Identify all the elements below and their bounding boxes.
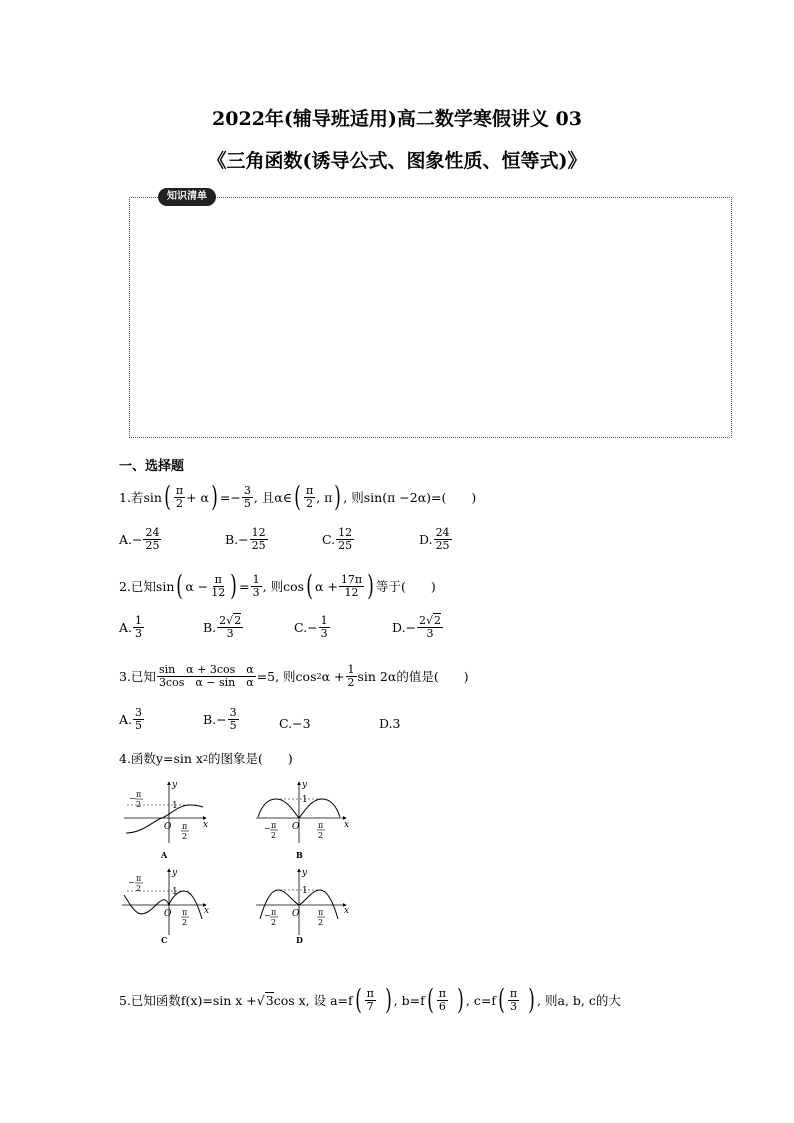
q2-eq: = [239, 578, 250, 594]
graph-c-y-label: y [172, 868, 178, 878]
q3-alpha-plus: α + [321, 668, 345, 684]
q1-eq: =− [219, 489, 241, 505]
graph-d-y-label: y [302, 868, 308, 878]
graph-d-minus: − [264, 911, 271, 920]
graph-b-label: B [296, 850, 303, 860]
q1-lparen: ( [164, 480, 171, 513]
q1-and: , 且α∈ [253, 490, 293, 505]
q3-big-frac: $\frac{\text{sin α + 3cos α}}{\text{3cos α − sin α}}$ [158, 663, 254, 689]
graph-c-x-label: x [204, 906, 210, 916]
q1-option-a[interactable]: A.− $\frac{24}{25}$ [119, 526, 160, 552]
q2-alpha-plus: α + [314, 578, 338, 594]
graph-b-x-label: x [344, 820, 350, 830]
graph-c-pos-pi: π [182, 908, 188, 917]
q5-c: , c=f [465, 992, 496, 1008]
q1-option-d[interactable]: D. $\frac{24}{25}$ [419, 526, 450, 552]
q1-comma-pi: , π [316, 489, 333, 505]
q1-plus-alpha: + α [186, 489, 209, 505]
graph-b-pos-pi: π [318, 821, 324, 830]
q4-stem-pre: 4.函数y=sin x [119, 751, 203, 766]
q1-rparen: ) [211, 480, 218, 513]
q2-frac-pi-12: $\frac{\pi}{12}$ [211, 572, 226, 599]
q1-rparen2: ) [334, 480, 342, 513]
graph-c-neg-pi: π [136, 874, 142, 883]
q2-rparen2: ) [367, 569, 374, 602]
q3-eq: =5, 则cos [256, 669, 317, 685]
q2-tail: 等于( ) [376, 579, 436, 594]
q3-option-c[interactable]: C.−3 [279, 716, 311, 732]
graph-b-minus: − [264, 824, 271, 833]
graph-a-neg-pi: π [136, 790, 142, 799]
q5-rparen-c: ) [528, 983, 535, 1016]
q2-option-c[interactable]: C.− $\frac{1}{3}$ [294, 614, 328, 640]
graph-b-neg-pi: π [271, 821, 277, 830]
graph-d-label: D [296, 935, 303, 945]
q1-option-c[interactable]: C. $\frac{12}{25}$ [322, 526, 353, 552]
q3-square: 2 [316, 671, 322, 681]
question-5 [119, 983, 621, 1016]
question-4 [119, 749, 293, 767]
q1-lparen2: ( [294, 480, 301, 513]
q5-lparen-b: ( [426, 983, 434, 1016]
graph-b-origin: O [292, 822, 300, 832]
q1-options [119, 527, 453, 551]
q1-frac-pi-2: $\frac{\pi}{2}$ [175, 483, 184, 510]
graph-d-neg-two: 2 [271, 918, 277, 927]
q1-then: , 则sin(π −2α)=( ) [343, 490, 477, 505]
graph-panel-a[interactable] [124, 780, 208, 860]
q3-frac-1-2: $\frac{1}{2}$ [347, 663, 355, 689]
q5-frac-pi-3: $\frac{\pi}{3}$ [509, 986, 518, 1013]
q5-frac-pi-6: $\frac{\pi}{6}$ [438, 986, 446, 1013]
q4-graphs [118, 775, 368, 955]
q1-frac-pi-2b: $\frac{\pi}{2}$ [305, 483, 314, 510]
q2-lparen2: ( [306, 569, 313, 602]
q2-option-b[interactable]: B. $\frac{2√2}{3}$ [203, 614, 242, 640]
graph-a-x-label: x [203, 820, 209, 830]
graph-c-label: C [161, 935, 168, 945]
graph-b-pos-two: 2 [318, 831, 324, 840]
q5-pre: 5.已知函数f(x)=sin x + [119, 993, 257, 1008]
q3-option-b[interactable]: B.− $\frac{3}{5}$ [203, 706, 237, 732]
q2-option-a[interactable]: A. $\frac{1}{3}$ [119, 614, 143, 640]
q3-prefix: 3.已知 [119, 669, 156, 685]
graph-a-minus: − [129, 794, 136, 803]
knowledge-tag: 知识清单 [158, 188, 216, 206]
knowledge-box [129, 197, 732, 438]
graph-d-one: 1 [302, 886, 308, 896]
q5-lparen-c: ( [498, 983, 505, 1016]
q1-prefix: 1.若 [119, 490, 144, 505]
graph-a-pos-two: 2 [182, 832, 188, 841]
title-line-2: 《三角函数(诱导公式、图象性质、恒等式)》 [207, 150, 587, 172]
graph-d-neg-pi: π [271, 908, 277, 917]
q2-prefix: 2.已知sin [119, 579, 175, 594]
section-heading: 一、选择题 [119, 459, 185, 474]
q2-option-d[interactable]: D.− $\frac{2√2}{3}$ [392, 614, 442, 640]
q5-sqrt: √3 [256, 992, 274, 1008]
graph-b-neg-two: 2 [271, 831, 277, 840]
graph-a-label: A [161, 850, 168, 860]
graph-d-pos-pi: π [318, 908, 324, 917]
graph-c-minus: − [128, 878, 135, 887]
q2-options [119, 615, 444, 639]
graph-d-x-label: x [344, 906, 350, 916]
question-3 [119, 664, 469, 688]
q5-rparen-a: ) [384, 983, 392, 1016]
q2-rparen: ) [230, 569, 237, 602]
q3-tail: sin 2α的值是( ) [357, 669, 469, 685]
q2-then-cos: , 则cos [262, 579, 305, 594]
question-2 [119, 569, 436, 602]
graph-d-origin: O [292, 909, 300, 919]
q4-square: 2 [202, 753, 209, 763]
graph-c-origin: O [164, 909, 172, 919]
graph-a-y-label: y [172, 780, 178, 790]
q3-option-a[interactable]: A. $\frac{3}{5}$ [119, 706, 143, 732]
q5-frac-pi-7: $\frac{\pi}{7}$ [366, 986, 374, 1013]
q2-frac-17pi-12: $\frac{17\pi}{12}$ [340, 572, 363, 599]
title-line-1: 2022年(辅导班适用)高二数学寒假讲义 03 [212, 108, 582, 130]
graph-a-origin: O [164, 822, 172, 832]
q5-mid: cos x, 设 a=f [273, 993, 353, 1008]
question-1 [119, 480, 477, 513]
q5-rparen-b: ) [457, 983, 464, 1016]
q1-sin: sin [143, 489, 162, 505]
q1-option-b[interactable]: B.− $\frac{12}{25}$ [225, 526, 266, 552]
graph-b-one: 1 [302, 795, 308, 805]
graph-c-one: 1 [172, 887, 178, 897]
graph-a-neg-two: 2 [136, 800, 142, 809]
graph-a-pos-pi: π [182, 822, 188, 831]
graph-c-pos-two: 2 [182, 918, 188, 927]
graph-c-neg-two: 2 [136, 884, 142, 893]
q5-tail: , 则a, b, c的大 [537, 993, 621, 1008]
graph-panel-d[interactable] [256, 868, 349, 945]
graph-a-one: 1 [172, 801, 178, 811]
graph-panel-c[interactable] [122, 868, 209, 945]
q2-alpha-minus: α − [185, 578, 209, 594]
q2-lparen: ( [176, 569, 184, 602]
q2-frac-1-3: $\frac{1}{3}$ [252, 572, 260, 599]
q4-stem-post: 的图象是( ) [208, 751, 293, 766]
graph-b-y-label: y [302, 780, 308, 790]
q5-b: , b=f [393, 992, 425, 1008]
q5-lparen-a: ( [354, 983, 362, 1016]
q3-options [119, 707, 401, 731]
graph-d-pos-two: 2 [318, 918, 324, 927]
q3-option-d[interactable]: D.3 [379, 716, 401, 732]
graph-panel-b[interactable] [256, 780, 349, 860]
q1-frac-3-5: $\frac{3}{5}$ [243, 483, 251, 510]
